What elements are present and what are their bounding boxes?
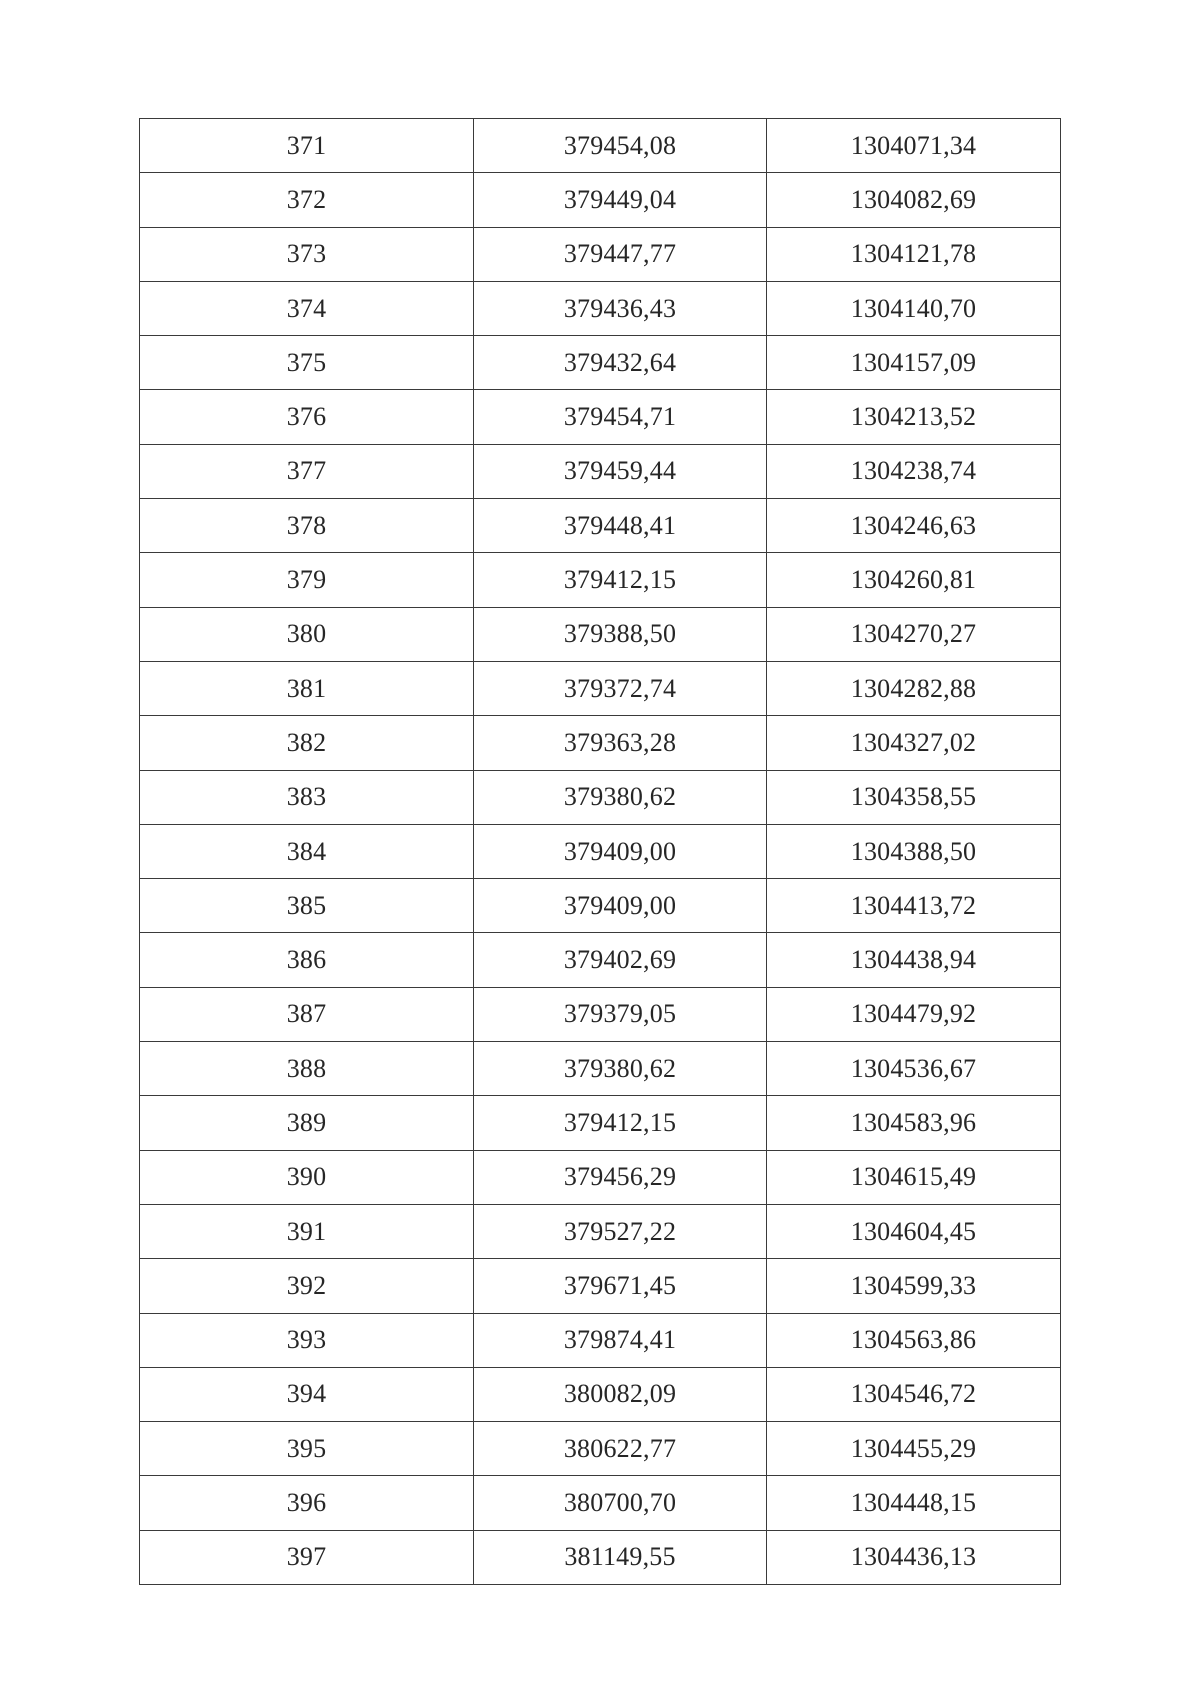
point-number-cell: 381 [140, 661, 474, 715]
x-coordinate-cell: 379874,41 [474, 1313, 767, 1367]
table-row [140, 770, 1061, 824]
point-number-cell: 386 [140, 933, 474, 987]
table-row [140, 227, 1061, 281]
y-coordinate-cell: 1304546,72 [767, 1367, 1061, 1421]
x-coordinate-cell: 380700,70 [474, 1476, 767, 1530]
point-number-cell: 395 [140, 1422, 474, 1476]
y-coordinate-cell: 1304246,63 [767, 499, 1061, 553]
x-coordinate-cell: 379447,77 [474, 227, 767, 281]
x-coordinate-cell: 379671,45 [474, 1259, 767, 1313]
y-coordinate-cell: 1304436,13 [767, 1530, 1061, 1584]
y-coordinate-cell: 1304140,70 [767, 281, 1061, 335]
y-coordinate-cell: 1304604,45 [767, 1204, 1061, 1258]
y-coordinate-cell: 1304071,34 [767, 119, 1061, 173]
table-row [140, 499, 1061, 553]
y-coordinate-cell: 1304583,96 [767, 1096, 1061, 1150]
x-coordinate-cell: 379456,29 [474, 1150, 767, 1204]
x-coordinate-cell: 379454,71 [474, 390, 767, 444]
table-row [140, 716, 1061, 770]
y-coordinate-cell: 1304213,52 [767, 390, 1061, 444]
x-coordinate-cell: 379372,74 [474, 661, 767, 715]
x-coordinate-cell: 379409,00 [474, 879, 767, 933]
x-coordinate-cell: 379379,05 [474, 987, 767, 1041]
point-number-cell: 391 [140, 1204, 474, 1258]
point-number-cell: 373 [140, 227, 474, 281]
x-coordinate-cell: 380622,77 [474, 1422, 767, 1476]
table-row [140, 987, 1061, 1041]
table-row [140, 824, 1061, 878]
x-coordinate-cell: 379402,69 [474, 933, 767, 987]
table-row [140, 1367, 1061, 1421]
table-row [140, 933, 1061, 987]
y-coordinate-cell: 1304260,81 [767, 553, 1061, 607]
table-row [140, 553, 1061, 607]
table-row [140, 1476, 1061, 1530]
x-coordinate-cell: 379432,64 [474, 336, 767, 390]
point-number-cell: 382 [140, 716, 474, 770]
point-number-cell: 385 [140, 879, 474, 933]
point-number-cell: 380 [140, 607, 474, 661]
y-coordinate-cell: 1304082,69 [767, 173, 1061, 227]
y-coordinate-cell: 1304413,72 [767, 879, 1061, 933]
coordinates-table [139, 118, 1061, 1585]
table-row [140, 119, 1061, 173]
y-coordinate-cell: 1304327,02 [767, 716, 1061, 770]
table-row [140, 1096, 1061, 1150]
x-coordinate-cell: 379448,41 [474, 499, 767, 553]
x-coordinate-cell: 379409,00 [474, 824, 767, 878]
point-number-cell: 374 [140, 281, 474, 335]
point-number-cell: 375 [140, 336, 474, 390]
x-coordinate-cell: 380082,09 [474, 1367, 767, 1421]
y-coordinate-cell: 1304438,94 [767, 933, 1061, 987]
table-row [140, 1422, 1061, 1476]
point-number-cell: 383 [140, 770, 474, 824]
y-coordinate-cell: 1304388,50 [767, 824, 1061, 878]
y-coordinate-cell: 1304157,09 [767, 336, 1061, 390]
table-row [140, 336, 1061, 390]
x-coordinate-cell: 379449,04 [474, 173, 767, 227]
y-coordinate-cell: 1304615,49 [767, 1150, 1061, 1204]
point-number-cell: 389 [140, 1096, 474, 1150]
x-coordinate-cell: 379527,22 [474, 1204, 767, 1258]
point-number-cell: 379 [140, 553, 474, 607]
x-coordinate-cell: 379459,44 [474, 444, 767, 498]
point-number-cell: 393 [140, 1313, 474, 1367]
x-coordinate-cell: 379412,15 [474, 553, 767, 607]
point-number-cell: 388 [140, 1042, 474, 1096]
y-coordinate-cell: 1304282,88 [767, 661, 1061, 715]
table-row [140, 661, 1061, 715]
x-coordinate-cell: 379436,43 [474, 281, 767, 335]
table-row [140, 1042, 1061, 1096]
point-number-cell: 396 [140, 1476, 474, 1530]
y-coordinate-cell: 1304238,74 [767, 444, 1061, 498]
x-coordinate-cell: 379388,50 [474, 607, 767, 661]
x-coordinate-cell: 379363,28 [474, 716, 767, 770]
table-row [140, 444, 1061, 498]
point-number-cell: 377 [140, 444, 474, 498]
point-number-cell: 378 [140, 499, 474, 553]
x-coordinate-cell: 381149,55 [474, 1530, 767, 1584]
table-row [140, 607, 1061, 661]
x-coordinate-cell: 379380,62 [474, 1042, 767, 1096]
point-number-cell: 384 [140, 824, 474, 878]
point-number-cell: 387 [140, 987, 474, 1041]
table-row [140, 1313, 1061, 1367]
point-number-cell: 397 [140, 1530, 474, 1584]
point-number-cell: 394 [140, 1367, 474, 1421]
x-coordinate-cell: 379454,08 [474, 119, 767, 173]
point-number-cell: 392 [140, 1259, 474, 1313]
table-row [140, 1259, 1061, 1313]
y-coordinate-cell: 1304599,33 [767, 1259, 1061, 1313]
y-coordinate-cell: 1304536,67 [767, 1042, 1061, 1096]
y-coordinate-cell: 1304563,86 [767, 1313, 1061, 1367]
table-row [140, 173, 1061, 227]
y-coordinate-cell: 1304358,55 [767, 770, 1061, 824]
coordinates-table-body [140, 119, 1061, 1585]
table-row [140, 1530, 1061, 1584]
y-coordinate-cell: 1304270,27 [767, 607, 1061, 661]
y-coordinate-cell: 1304479,92 [767, 987, 1061, 1041]
table-row [140, 281, 1061, 335]
y-coordinate-cell: 1304455,29 [767, 1422, 1061, 1476]
x-coordinate-cell: 379412,15 [474, 1096, 767, 1150]
y-coordinate-cell: 1304121,78 [767, 227, 1061, 281]
point-number-cell: 372 [140, 173, 474, 227]
y-coordinate-cell: 1304448,15 [767, 1476, 1061, 1530]
x-coordinate-cell: 379380,62 [474, 770, 767, 824]
table-row [140, 390, 1061, 444]
table-row [140, 879, 1061, 933]
table-row [140, 1150, 1061, 1204]
table-row [140, 1204, 1061, 1258]
point-number-cell: 376 [140, 390, 474, 444]
point-number-cell: 371 [140, 119, 474, 173]
point-number-cell: 390 [140, 1150, 474, 1204]
